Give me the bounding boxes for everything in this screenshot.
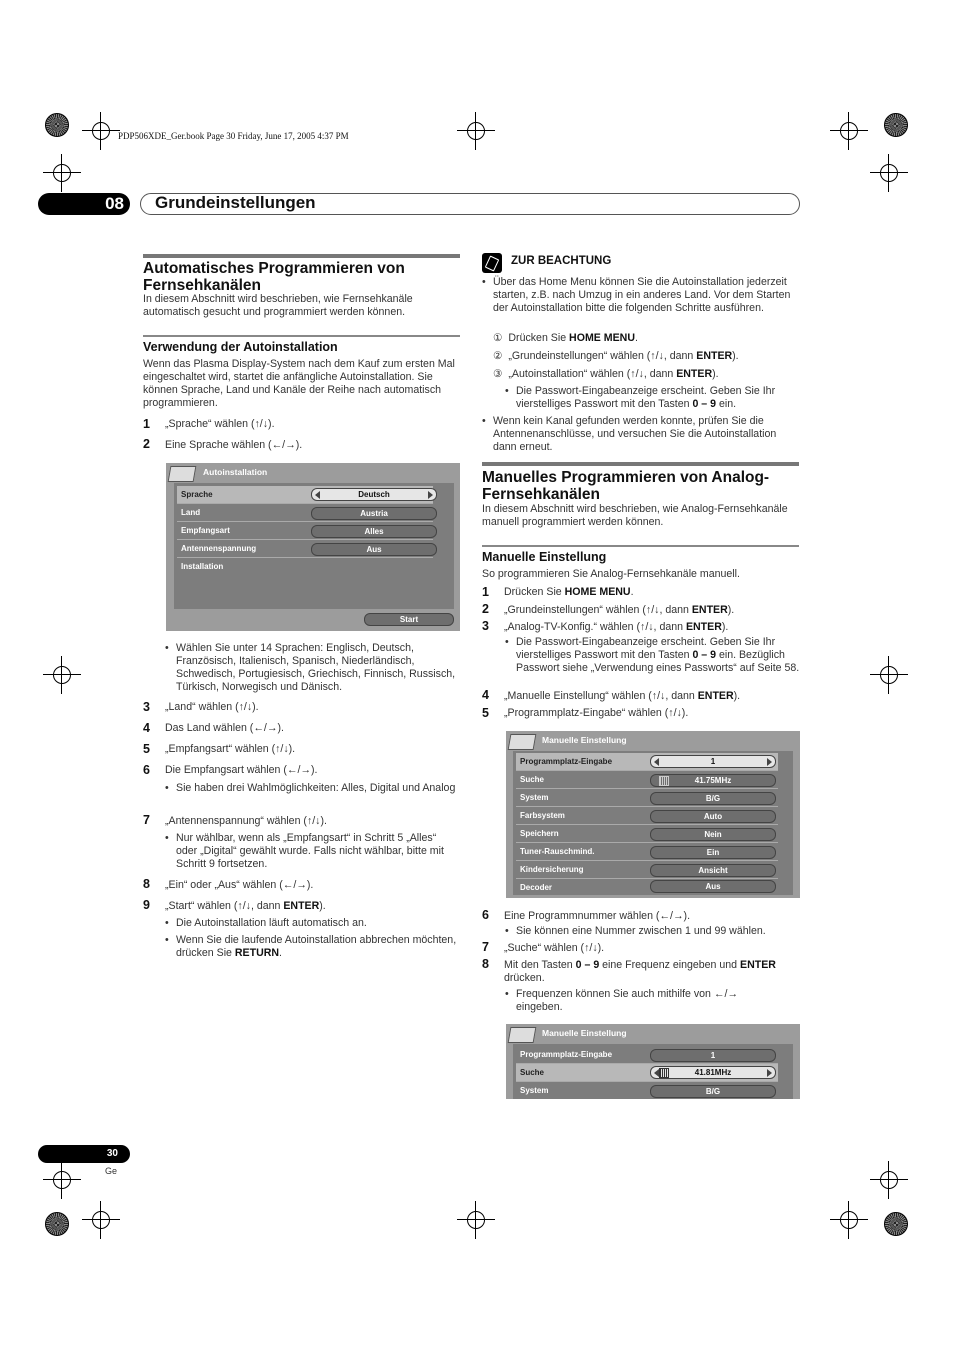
step-number: 9 — [143, 898, 150, 912]
note-step: ③ „Autoinstallation“ wählen (↑/↓, dann ENTER). — [493, 368, 719, 380]
osd-value: Auto — [650, 810, 776, 823]
registration-star-icon — [884, 113, 908, 137]
subsection-text: So programmieren Sie Analog-Fernsehkanäle manuell. — [482, 568, 740, 580]
step-number: 1 — [482, 585, 489, 599]
tv-icon — [508, 1027, 537, 1043]
subsection-title: Verwendung der Autoinstallation — [143, 340, 338, 354]
osd-value: 41.81MHz — [650, 1066, 776, 1079]
step-text: „Ein“ oder „Aus“ wählen (←/→). — [165, 879, 314, 891]
osd-label: Tuner-Rauschmind. — [520, 847, 595, 856]
note-title: ZUR BEACHTUNG — [511, 255, 612, 267]
step-number: 7 — [143, 813, 150, 827]
step-text: „Grundeinstellungen“ wählen (↑/↓, dann ENTER). — [504, 604, 735, 616]
step-number: 1 — [143, 417, 150, 431]
step-number: 8 — [143, 877, 150, 891]
section-intro: In diesem Abschnitt wird beschrieben, wie Analog-Fernsehkanäle manuell programmiert werden können. — [482, 503, 788, 528]
crosshair-icon — [49, 160, 75, 186]
osd-value: Nein — [650, 828, 776, 841]
step-text: Drücken Sie HOME MENU. — [504, 586, 634, 598]
osd-panel — [513, 751, 793, 895]
osd-panel — [513, 1044, 793, 1099]
osd-row — [177, 558, 433, 575]
osd-row — [516, 825, 778, 843]
crosshair-icon — [876, 662, 902, 688]
bullet: • Frequenzen können Sie auch mithilfe von ←/→ eingeben. — [516, 988, 776, 1014]
osd-row — [516, 1064, 778, 1082]
osd-row — [516, 879, 778, 896]
osd-value: 1 — [650, 755, 776, 768]
subsection-text: Wenn das Plasma Display-System nach dem Kauf zum ersten Mal eingeschaltet wird, startet die anfängliche Autoinstallation. Sie können Sprache, Land und Kanäle der Reihe nach automatisch programmieren. — [143, 358, 455, 409]
osd-label: Empfangsart — [181, 526, 230, 535]
registration-star-icon — [45, 113, 69, 137]
book-info-line: PDP506XDE_Ger.book Page 30 Friday, June 17, 2005 4:37 PM — [118, 131, 349, 141]
signal-meter-icon — [659, 776, 669, 786]
step-text: Eine Sprache wählen (←/→). — [165, 439, 303, 451]
step-text: Mit den Tasten 0 – 9 eine Frequenz eingeben und ENTER drücken. — [504, 959, 776, 984]
step-text: „Start“ wählen (↑/↓, dann ENTER). — [165, 900, 326, 912]
step-number: 8 — [482, 957, 489, 971]
osd-value: Deutsch — [311, 488, 437, 501]
osd-row — [516, 753, 778, 771]
section-rule — [482, 462, 799, 466]
subsection-rule — [482, 545, 799, 547]
crosshair-icon — [876, 1167, 902, 1193]
crosshair-icon — [836, 118, 862, 144]
page-number: 30 — [38, 1145, 130, 1163]
bullet: • Sie können eine Nummer zwischen 1 und 99 wählen. — [516, 925, 800, 938]
bullet: • Wenn Sie die laufende Autoinstallation abbrechen möchten, drücken Sie RETURN. — [176, 934, 460, 960]
osd-label: Installation — [181, 562, 224, 571]
osd-row — [177, 486, 433, 504]
step-number: 4 — [143, 721, 150, 735]
osd-autoinstallation-screen — [166, 463, 460, 631]
step-text: „Antennenspannung“ wählen (↑/↓). — [165, 815, 327, 827]
osd-row — [177, 522, 433, 540]
step-number: 6 — [482, 908, 489, 922]
crosshair-icon — [463, 118, 489, 144]
osd-label: Programmplatz-Eingabe — [520, 1050, 613, 1059]
osd-title: Manuelle Einstellung — [542, 735, 627, 745]
signal-meter-icon — [659, 1068, 669, 1078]
osd-label: Kindersicherung — [520, 865, 584, 874]
step-text: „Programmplatz-Eingabe“ wählen (↑/↓). — [504, 707, 689, 719]
osd-start-button: Start — [364, 613, 454, 626]
osd-label: Suche — [520, 1068, 545, 1077]
bullet: • Sie haben drei Wahlmöglichkeiten: Alles, Digital und Analog — [176, 782, 460, 795]
osd-value: Ansicht — [650, 864, 776, 877]
step-number: 5 — [482, 706, 489, 720]
osd-row — [516, 843, 778, 861]
bullet: • Nur wählbar, wenn als „Empfangsart“ in Schritt 5 „Alles“ oder „Digital“ gewählt wurde. Falls nicht wählbar, bitte mit Schritt 9 fortsetzen. — [176, 832, 460, 871]
bullet: • Die Passwort-Eingabeanzeige erscheint. Geben Sie Ihr vierstelliges Passwort mit den Tasten 0 – 9 ein. Bezüglich Passwort siehe „Verwendung eines Passworts“ auf Seite 58. — [516, 636, 800, 675]
osd-row — [177, 540, 433, 558]
step-text: Die Empfangsart wählen (←/→). — [165, 764, 318, 776]
step-number: 5 — [143, 742, 150, 756]
chapter-number: 08 — [38, 193, 130, 215]
osd-value: 1 — [650, 1049, 776, 1062]
registration-star-icon — [45, 1212, 69, 1236]
osd-manual-setup-screen — [506, 731, 800, 898]
bullet: • Wählen Sie unter 14 Sprachen: Englisch, Deutsch, Französisch, Italienisch, Spanisch, Niederländisch, Schwedisch, Portugiesisch, Griechisch, Finnisch, Russisch, Türkisch, Norwegisch und Dänisch. — [176, 642, 460, 694]
step-number: 3 — [482, 619, 489, 633]
osd-row — [516, 771, 778, 789]
osd-label: Programmplatz-Eingabe — [520, 757, 613, 766]
osd-manual-search-screen — [506, 1024, 800, 1099]
chapter-title: Grundeinstellungen — [155, 193, 316, 212]
crosshair-icon — [876, 160, 902, 186]
step-text: Das Land wählen (←/→). — [165, 722, 284, 734]
step-text: „Land“ wählen (↑/↓). — [165, 701, 259, 713]
step-text: „Suche“ wählen (↑/↓). — [504, 942, 605, 954]
osd-row — [177, 504, 433, 522]
osd-row — [516, 1082, 778, 1099]
note-step: ② „Grundeinstellungen“ wählen (↑/↓, dann ENTER). — [493, 350, 739, 362]
osd-label: Suche — [520, 775, 545, 784]
osd-title: Manuelle Einstellung — [542, 1028, 627, 1038]
bullet: • Die Autoinstallation läuft automatisch an. — [176, 917, 460, 930]
note-icon — [482, 253, 502, 273]
language-code: Ge — [105, 1166, 118, 1176]
section-title: Manuelles Programmieren von Analog-Fernsehkanälen — [482, 469, 770, 503]
step-text: Eine Programmnummer wählen (←/→). — [504, 910, 691, 922]
tv-icon — [168, 466, 197, 482]
osd-row — [516, 789, 778, 807]
crosshair-icon — [463, 1207, 489, 1233]
step-number: 6 — [143, 763, 150, 777]
section-title: Automatisches Programmieren von Fernsehkanälen — [143, 260, 405, 294]
osd-label: System — [520, 1086, 549, 1095]
crosshair-icon — [836, 1207, 862, 1233]
osd-row — [516, 1046, 778, 1064]
osd-row — [516, 807, 778, 825]
step-text: „Sprache“ wählen (↑/↓). — [165, 418, 275, 430]
note-bullet: • Wenn kein Kanal gefunden werden konnte, prüfen Sie die Antennenanschlüsse, und versuchen Sie die Autoinstallation dann erneut. — [493, 415, 799, 454]
osd-panel — [174, 483, 454, 609]
osd-value: B/G — [650, 1085, 776, 1098]
crosshair-icon — [49, 1167, 75, 1193]
osd-value: Alles — [311, 525, 437, 538]
crosshair-icon — [88, 118, 114, 144]
step-text: „Empfangsart“ wählen (↑/↓). — [165, 743, 296, 755]
osd-value: 41.75MHz — [650, 774, 776, 787]
osd-value: B/G — [650, 792, 776, 805]
step-number: 4 — [482, 688, 489, 702]
osd-label: Antennenspannung — [181, 544, 257, 553]
subsection-title: Manuelle Einstellung — [482, 550, 607, 564]
tv-icon — [508, 734, 537, 750]
note-bullet: • Über das Home Menu können Sie die Autoinstallation jederzeit starten, z.B. nach Umzug in ein anderes Land. Vor dem Starten der Autoinstallation bitte die folgenden Schritte ausführen. — [493, 276, 799, 315]
osd-row — [516, 861, 778, 879]
step-text: „Manuelle Einstellung“ wählen (↑/↓, dann ENTER). — [504, 690, 741, 702]
osd-label: Farbsystem — [520, 811, 565, 820]
osd-title: Autoinstallation — [203, 467, 268, 477]
osd-value: Aus — [650, 880, 776, 893]
osd-value: Ein — [650, 846, 776, 859]
osd-value: Aus — [311, 543, 437, 556]
crosshair-icon — [49, 662, 75, 688]
step-text: „Analog-TV-Konfig.“ wählen (↑/↓, dann ENTER). — [504, 621, 729, 633]
section-rule — [143, 254, 460, 258]
step-number: 3 — [143, 700, 150, 714]
osd-label: Sprache — [181, 490, 213, 499]
osd-label: Decoder — [520, 883, 553, 892]
crosshair-icon — [88, 1207, 114, 1233]
osd-value: Austria — [311, 507, 437, 520]
osd-label: Land — [181, 508, 201, 517]
step-number: 2 — [143, 437, 150, 451]
step-number: 2 — [482, 602, 489, 616]
step-number: 7 — [482, 940, 489, 954]
note-step: ① Drücken Sie HOME MENU. — [493, 332, 638, 344]
osd-label: System — [520, 793, 549, 802]
note-bullet: • Die Passwort-Eingabeanzeige erscheint. Geben Sie Ihr vierstelliges Passwort mit den Tasten 0 – 9 ein. — [516, 385, 800, 411]
registration-star-icon — [884, 1212, 908, 1236]
section-intro: In diesem Abschnitt wird beschrieben, wie Fernsehkanäle automatisch gesucht und programmiert werden können. — [143, 293, 413, 318]
subsection-rule — [143, 335, 460, 337]
osd-label: Speichern — [520, 829, 559, 838]
